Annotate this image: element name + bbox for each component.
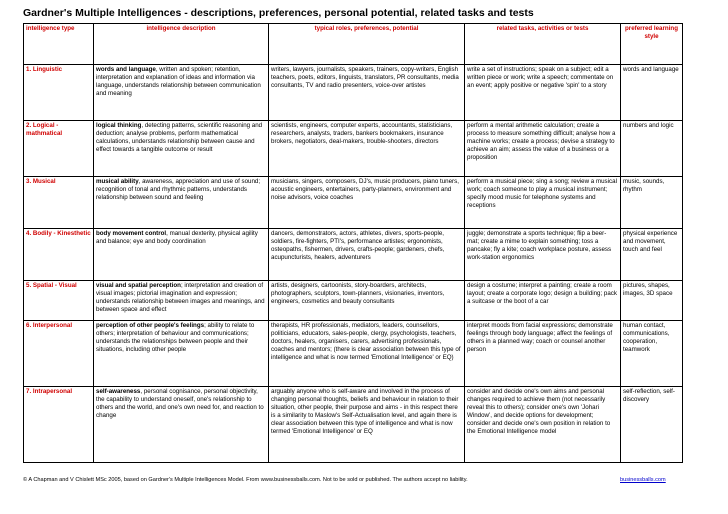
typical-roles: artists, designers, cartoonists, story-boarders, architects, photographers, sculptors, town-planners, visionaries, inventors, engineers, cosmetics and beauty consultants [269, 281, 465, 321]
description-keyword: body movement control [96, 230, 167, 237]
page-title: Gardner's Multiple Intelligences - descriptions, preferences, personal potential, related tasks and tests [23, 7, 534, 19]
related-tasks: design a costume; interpret a painting; create a room layout; create a corporate logo; design a building; pack a suitcase or the boot of a car [465, 281, 621, 321]
related-tasks: perform a mental arithmetic calculation; create a process to measure something difficult; analyse how a machine works; create a process; devise a strategy to achieve an aim; assess the value of a business or a proposition [465, 121, 621, 177]
description-keyword: words and language [96, 66, 156, 73]
intelligences-table [23, 23, 683, 463]
header-roles: typical roles, preferences, potential [269, 24, 465, 65]
learning-style: pictures, shapes, images, 3D space [621, 281, 683, 321]
typical-roles: arguably anyone who is self-aware and involved in the process of changing personal thoughts, beliefs and behaviour in relation to their situation, other people, their purpose and aims - in this respect there is a similarity to Maslow's Self-Actualisation level, and again there is clear association between this type of intelligence and what is now termed 'Emotional Intelligence' or EQ [269, 387, 465, 463]
description-keyword: perception of other people's feelings [96, 322, 205, 329]
related-tasks: write a set of instructions; speak on a subject; edit a written piece or work; write a speech; commentate on an event; apply positive or negative 'spin' to a story [465, 65, 621, 121]
intelligence-description [94, 281, 269, 321]
description-text: , personal cognisance, personal objectivity, the capability to understand oneself, one's relationship to others and the world, and one's own need for, and reaction to change [96, 388, 264, 419]
intelligence-type: 4. Bodily - Kinesthetic [24, 229, 94, 281]
table-row [24, 387, 683, 463]
description-keyword: self-awareness [96, 388, 141, 395]
intelligence-description [94, 121, 269, 177]
description-text: , detecting patterns, scientific reasoning and deduction; analyse problems, perform mathematical calculations, understands relationship between cause and effect towards a tangible outcome or result [96, 122, 263, 153]
intelligence-type: 3. Musical [24, 177, 94, 229]
description-text: , manual dexterity, physical agility and balance; eye and body coordination [96, 230, 258, 245]
related-tasks: juggle; demonstrate a sports technique; flip a beer-mat; create a mime to explain something; toss a pancake; fly a kite; coach workplace posture, assess work-station ergonomics [465, 229, 621, 281]
header-type: intelligence type [24, 24, 94, 65]
table-header-row [24, 24, 683, 65]
intelligence-type: 6. Interpersonal [24, 321, 94, 387]
intelligence-type: 7. Intrapersonal [24, 387, 94, 463]
related-tasks: perform a musical piece; sing a song; review a musical work; coach someone to play a musical instrument; specify mood music for telephone systems and receptions [465, 177, 621, 229]
intelligence-description [94, 387, 269, 463]
learning-style: human contact, communications, cooperation, teamwork [621, 321, 683, 387]
intelligence-description [94, 321, 269, 387]
learning-style: numbers and logic [621, 121, 683, 177]
related-tasks: interpret moods from facial expressions; demonstrate feelings through body language; affect the feelings of others in a planned way; coach or counsel another person [465, 321, 621, 387]
businessballs-link[interactable]: businessballs.com [620, 477, 666, 483]
description-keyword: logical thinking [96, 122, 142, 129]
intelligence-type: 5. Spatial - Visual [24, 281, 94, 321]
typical-roles: dancers, demonstrators, actors, athletes, divers, sports-people, soldiers, fire-fighters, PTI's, performance artistes; ergonomists, osteopaths, fishermen, drivers, crafts-people; gardeners, chefs, acupuncturists, healers, adventurers [269, 229, 465, 281]
copyright-footer: © A Chapman and V Chislett MSc 2005, based on Gardner's Multiple Intelligences Model. From www.businessballs.com. Not to be sold or published. The authors accept no liability. [23, 477, 468, 483]
learning-style: self-reflection, self-discovery [621, 387, 683, 463]
description-text: ; interpretation and creation of visual images; pictorial imagination and expression; understands relationship between images and meanings, and between space and effect [96, 282, 265, 313]
intelligence-description [94, 177, 269, 229]
table-row [24, 121, 683, 177]
learning-style: words and language [621, 65, 683, 121]
typical-roles: musicians, singers, composers, DJ's, music producers, piano tuners, acoustic engineers, entertainers, party-planners, environment and noise advisors, voice coaches [269, 177, 465, 229]
description-text: , written and spoken; retention, interpretation and explanation of ideas and information via language, understands relationship between communication and meaning [96, 66, 261, 97]
intelligence-type: 2. Logical - mathmatical [24, 121, 94, 177]
related-tasks: consider and decide one's own aims and personal changes required to achieve them (not necessarily reveal this to others); consider one's own 'Johari Window', and decide options for development; consider and decide one's own position in relation to the Emotional Intelligence model [465, 387, 621, 463]
header-style: preferred learning style [621, 24, 683, 65]
header-tasks: related tasks, activities or tests [465, 24, 621, 65]
description-text: , awareness, appreciation and use of sound; recognition of tonal and rhythmic patterns, understands relationship between sound and feeling [96, 178, 261, 201]
table-row [24, 65, 683, 121]
typical-roles: scientists, engineers, computer experts, accountants, statisticians, researchers, analysts, traders, bankers bookmakers, insurance brokers, negotiators, deal-makers, trouble-shooters, directors [269, 121, 465, 177]
table-row [24, 229, 683, 281]
description-keyword: musical ability [96, 178, 139, 185]
typical-roles: writers, lawyers, journalists, speakers, trainers, copy-writers, English teachers, poets, editors, linguists, translators, PR consultants, media consultants, TV and radio presenters, voice-over artistes [269, 65, 465, 121]
intelligence-type: 1. Linguistic [24, 65, 94, 121]
table-row [24, 177, 683, 229]
learning-style: physical experience and movement, touch and feel [621, 229, 683, 281]
description-text: ; ability to relate to others; interpretation of behaviour and communications; understands the relationships between people and their situations, including other people [96, 322, 255, 353]
typical-roles: therapists, HR professionals, mediators, leaders, counsellors, politicians, educators, sales-people, clergy, psychologists, teachers, doctors, healers, organisers, carers, advertising professionals, coaches and mentors; (there is clear association between this type of intelligence and what is now termed 'Emotional Intelligence' or EQ) [269, 321, 465, 387]
header-description: intelligence description [94, 24, 269, 65]
learning-style: music, sounds, rhythm [621, 177, 683, 229]
intelligence-description [94, 229, 269, 281]
description-keyword: visual and spatial perception [96, 282, 181, 289]
table-row [24, 281, 683, 321]
intelligence-description [94, 65, 269, 121]
table-row [24, 321, 683, 387]
